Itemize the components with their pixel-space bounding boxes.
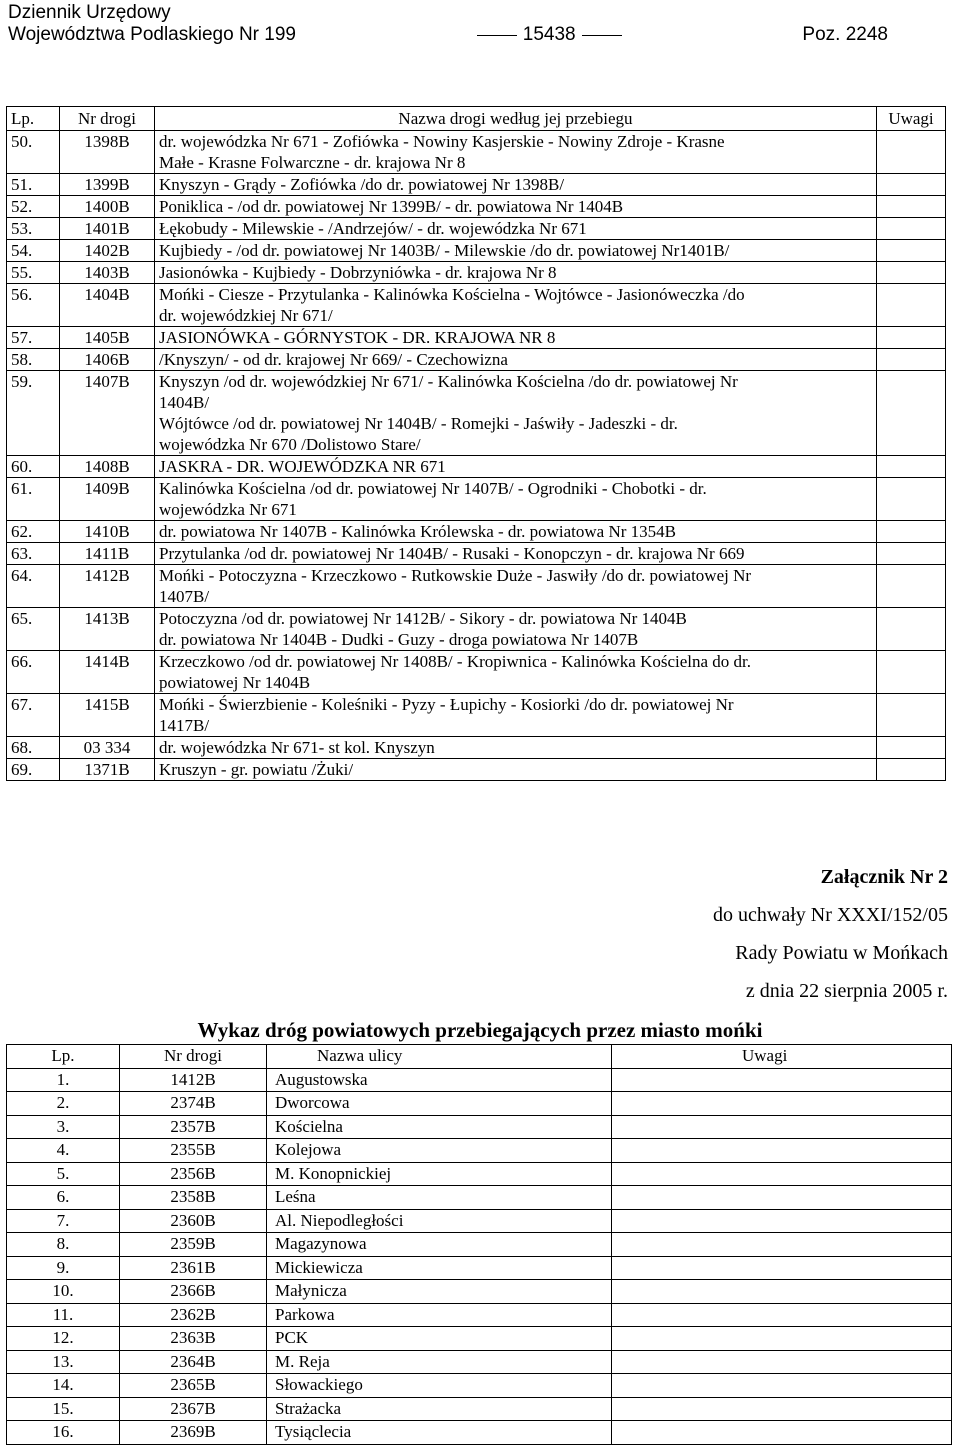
road-name-line: Kruszyn - gr. powiatu /Żuki/ xyxy=(159,760,354,779)
row-lp: 16. xyxy=(7,1421,120,1445)
table-row xyxy=(7,543,946,565)
roads-table xyxy=(6,106,946,781)
road-name-line: dr. wojewódzka Nr 671- st kol. Knyszyn xyxy=(159,738,435,757)
table-row xyxy=(7,651,946,694)
road-name-line: Potoczyzna /od dr. powiatowej Nr 1412B/ - Sikory - dr. powiatowa Nr 1404B xyxy=(159,609,687,628)
row-lp: 68. xyxy=(7,737,60,759)
row-notes xyxy=(877,174,946,196)
row-road-name xyxy=(155,284,877,327)
row-road-number: 2363B xyxy=(120,1327,267,1351)
row-road-number: 1402B xyxy=(60,240,155,262)
row-lp: 67. xyxy=(7,694,60,737)
row-road-number: 1411B xyxy=(60,543,155,565)
row-notes xyxy=(877,284,946,327)
row-road-number: 2366B xyxy=(120,1280,267,1304)
attachment-block xyxy=(713,858,948,1010)
row-lp: 7. xyxy=(7,1209,120,1233)
row-lp: 6. xyxy=(7,1186,120,1210)
row-lp: 54. xyxy=(7,240,60,262)
dash-left xyxy=(477,35,517,36)
table-row xyxy=(7,1350,952,1374)
table-row xyxy=(7,608,946,651)
row-notes xyxy=(612,1350,952,1374)
roads-table-header xyxy=(7,107,946,131)
row-street-name: Al. Niepodległości xyxy=(267,1209,612,1233)
road-name-line: 1407B/ xyxy=(159,587,210,606)
row-road-name xyxy=(155,543,877,565)
row-street-name: Parkowa xyxy=(267,1303,612,1327)
row-road-number: 1371B xyxy=(60,759,155,781)
table-row xyxy=(7,456,946,478)
roads-table-body xyxy=(7,131,946,781)
row-road-number: 1413B xyxy=(60,608,155,651)
row-street-name: Kolejowa xyxy=(267,1139,612,1163)
row-lp: 1. xyxy=(7,1068,120,1092)
row-street-name: Augustowska xyxy=(267,1068,612,1092)
row-street-name: Mickiewicza xyxy=(267,1256,612,1280)
row-lp: 15. xyxy=(7,1397,120,1421)
road-name-line: Krzeczkowo /od dr. powiatowej Nr 1408B/ - Kropiwnica - Kalinówka Kościelna do dr. xyxy=(159,652,752,671)
row-road-number: 1409B xyxy=(60,478,155,521)
attachment-line-1: do uchwały Nr XXXI/152/05 xyxy=(713,904,948,926)
row-road-name xyxy=(155,694,877,737)
row-lp: 56. xyxy=(7,284,60,327)
row-road-number: 2365B xyxy=(120,1374,267,1398)
row-road-name xyxy=(155,218,877,240)
road-name-line: Kalinówka Kościelna /od dr. powiatowej Nr 1407B/ - Ogrodniki - Chobotki - dr. xyxy=(159,479,707,498)
row-lp: 66. xyxy=(7,651,60,694)
row-road-name xyxy=(155,327,877,349)
road-name-line: JASIONÓWKA - GÓRNYSTOK - DR. KRAJOWA NR 8 xyxy=(159,328,556,347)
row-street-name: Leśna xyxy=(267,1186,612,1210)
row-road-number: 1412B xyxy=(120,1068,267,1092)
row-road-name xyxy=(155,759,877,781)
row-road-number: 1399B xyxy=(60,174,155,196)
row-notes xyxy=(877,349,946,371)
road-name-line: 1404B/ xyxy=(159,393,210,412)
row-notes xyxy=(877,218,946,240)
row-notes xyxy=(877,196,946,218)
row-road-name xyxy=(155,196,877,218)
row-lp: 3. xyxy=(7,1115,120,1139)
table-row xyxy=(7,694,946,737)
row-notes xyxy=(612,1139,952,1163)
table-row xyxy=(7,1280,952,1304)
row-lp: 50. xyxy=(7,131,60,174)
row-road-number: 1407B xyxy=(60,371,155,456)
row-road-number: 1403B xyxy=(60,262,155,284)
row-road-name xyxy=(155,262,877,284)
table-row xyxy=(7,1162,952,1186)
col-street: Nazwa ulicy xyxy=(267,1045,612,1069)
row-lp: 55. xyxy=(7,262,60,284)
table-row xyxy=(7,1303,952,1327)
road-name-line: /Knyszyn/ - od dr. krajowej Nr 669/ - Czechowizna xyxy=(159,350,508,369)
row-lp: 59. xyxy=(7,371,60,456)
road-name-line: wojewódzka Nr 670 /Dolistowo Stare/ xyxy=(159,435,421,454)
row-road-number: 2359B xyxy=(120,1233,267,1257)
road-name-line: Knyszyn /od dr. wojewódzkiej Nr 671/ - Kalinówka Kościelna /do dr. powiatowej Nr xyxy=(159,372,738,391)
table-row xyxy=(7,131,946,174)
row-lp: 13. xyxy=(7,1350,120,1374)
journal-title: Dziennik Urzędowy xyxy=(8,2,171,23)
row-notes xyxy=(612,1162,952,1186)
row-street-name: Małynicza xyxy=(267,1280,612,1304)
road-name-line: 1417B/ xyxy=(159,716,210,735)
road-name-line: Kujbiedy - /od dr. powiatowej Nr 1403B/ - Milewskie /do dr. powiatowej Nr1401B/ xyxy=(159,241,730,260)
col-notes: Uwagi xyxy=(612,1045,952,1069)
road-name-line: Małe - Krasne Folwarczne - dr. krajowa Nr 8 xyxy=(159,153,466,172)
row-road-name xyxy=(155,131,877,174)
table-row xyxy=(7,1139,952,1163)
row-notes xyxy=(612,1374,952,1398)
row-road-number: 2364B xyxy=(120,1350,267,1374)
road-name-line: Mońki - Świerzbienie - Koleśniki - Pyzy - Łupichy - Kosiorki /do dr. powiatowej Nr xyxy=(159,695,734,714)
row-street-name: PCK xyxy=(267,1327,612,1351)
city-roads-table xyxy=(6,1044,952,1445)
dash-right xyxy=(582,35,622,36)
row-road-number: 2356B xyxy=(120,1162,267,1186)
road-name-line: Łękobudy - Milewskie - /Andrzejów/ - dr. wojewódzka Nr 671 xyxy=(159,219,587,238)
row-lp: 51. xyxy=(7,174,60,196)
row-road-name xyxy=(155,349,877,371)
row-road-name xyxy=(155,371,877,456)
row-lp: 9. xyxy=(7,1256,120,1280)
row-street-name: Tysiąclecia xyxy=(267,1421,612,1445)
row-notes xyxy=(877,543,946,565)
col-lp: Lp. xyxy=(7,1045,120,1069)
row-notes xyxy=(877,327,946,349)
page-number: 15438 xyxy=(522,24,576,45)
row-road-name xyxy=(155,240,877,262)
road-name-line: dr. wojewódzkiej Nr 671/ xyxy=(159,306,333,325)
row-street-name: Kościelna xyxy=(267,1115,612,1139)
road-name-line: dr. powiatowa Nr 1407B - Kalinówka Królewska - dr. powiatowa Nr 1354B xyxy=(159,522,676,541)
attachment-line-2: Rady Powiatu w Mońkach xyxy=(735,942,948,964)
row-lp: 65. xyxy=(7,608,60,651)
row-road-name xyxy=(155,651,877,694)
table-row xyxy=(7,1327,952,1351)
row-lp: 52. xyxy=(7,196,60,218)
table-row xyxy=(7,1115,952,1139)
row-notes xyxy=(612,1327,952,1351)
row-road-name xyxy=(155,565,877,608)
row-road-number: 1405B xyxy=(60,327,155,349)
table-row xyxy=(7,1092,952,1116)
road-name-line: dr. wojewódzka Nr 671 - Zofiówka - Nowiny Kasjerskie - Nowiny Zdroje - Krasne xyxy=(159,132,725,151)
row-notes xyxy=(877,456,946,478)
row-notes xyxy=(612,1280,952,1304)
table-row xyxy=(7,284,946,327)
row-lp: 14. xyxy=(7,1374,120,1398)
table-row xyxy=(7,737,946,759)
row-road-number: 2361B xyxy=(120,1256,267,1280)
row-notes xyxy=(877,131,946,174)
table-row xyxy=(7,196,946,218)
table-row xyxy=(7,1068,952,1092)
row-road-number: 2362B xyxy=(120,1303,267,1327)
road-name-line: powiatowej Nr 1404B xyxy=(159,673,311,692)
row-road-number: 2367B xyxy=(120,1397,267,1421)
table-row xyxy=(7,565,946,608)
row-notes xyxy=(612,1421,952,1445)
row-road-number: 2355B xyxy=(120,1139,267,1163)
journal-subtitle: Województwa Podlaskiego Nr 199 xyxy=(8,24,296,45)
row-road-number: 1400B xyxy=(60,196,155,218)
table-row xyxy=(7,262,946,284)
row-notes xyxy=(877,694,946,737)
row-notes xyxy=(612,1233,952,1257)
road-name-line: Poniklica - /od dr. powiatowej Nr 1399B/ - dr. powiatowa Nr 1404B xyxy=(159,197,624,216)
row-notes xyxy=(877,651,946,694)
row-lp: 57. xyxy=(7,327,60,349)
col-nr: Nr drogi xyxy=(120,1045,267,1069)
row-notes xyxy=(612,1092,952,1116)
row-road-number: 2358B xyxy=(120,1186,267,1210)
row-lp: 2. xyxy=(7,1092,120,1116)
road-name-line: Jasionówka - Kujbiedy - Dobrzyniówka - dr. krajowa Nr 8 xyxy=(159,263,557,282)
row-lp: 8. xyxy=(7,1233,120,1257)
row-road-number: 1398B xyxy=(60,131,155,174)
row-notes xyxy=(877,608,946,651)
row-road-number: 2357B xyxy=(120,1115,267,1139)
road-name-line: wojewódzka Nr 671 xyxy=(159,500,297,519)
col-nr: Nr drogi xyxy=(60,107,155,131)
row-notes xyxy=(612,1209,952,1233)
road-name-line: Mońki - Potoczyzna - Krzeczkowo - Rutkowskie Duże - Jaswiły /do dr. powiatowej Nr xyxy=(159,566,752,585)
row-road-name xyxy=(155,174,877,196)
road-name-line: dr. powiatowa Nr 1404B - Dudki - Guzy - droga powiatowa Nr 1407B xyxy=(159,630,639,649)
row-notes xyxy=(877,737,946,759)
row-road-number: 1406B xyxy=(60,349,155,371)
table-row xyxy=(7,521,946,543)
row-notes xyxy=(877,371,946,456)
row-street-name: Magazynowa xyxy=(267,1233,612,1257)
row-road-number: 2360B xyxy=(120,1209,267,1233)
table-row xyxy=(7,1374,952,1398)
table-row xyxy=(7,218,946,240)
table-row xyxy=(7,1233,952,1257)
row-lp: 64. xyxy=(7,565,60,608)
row-lp: 5. xyxy=(7,1162,120,1186)
row-street-name: Słowackiego xyxy=(267,1374,612,1398)
row-notes xyxy=(877,262,946,284)
row-lp: 62. xyxy=(7,521,60,543)
road-name-line: Knyszyn - Grądy - Zofiówka /do dr. powiatowej Nr 1398B/ xyxy=(159,175,565,194)
row-road-name xyxy=(155,456,877,478)
header-row xyxy=(8,24,888,46)
row-notes xyxy=(612,1303,952,1327)
row-notes xyxy=(612,1115,952,1139)
table-row xyxy=(7,478,946,521)
row-lp: 60. xyxy=(7,456,60,478)
row-road-number: 03 334 xyxy=(60,737,155,759)
row-road-number: 2374B xyxy=(120,1092,267,1116)
col-lp: Lp. xyxy=(7,107,60,131)
attachment-title: Załącznik Nr 2 xyxy=(820,866,948,888)
row-road-number: 1401B xyxy=(60,218,155,240)
row-road-number: 1410B xyxy=(60,521,155,543)
row-lp: 58. xyxy=(7,349,60,371)
table-row xyxy=(7,240,946,262)
city-roads-body xyxy=(7,1068,952,1444)
row-road-name xyxy=(155,608,877,651)
row-road-name xyxy=(155,521,877,543)
table-row xyxy=(7,327,946,349)
row-road-name xyxy=(155,737,877,759)
row-lp: 10. xyxy=(7,1280,120,1304)
road-name-line: Wójtówce /od dr. powiatowej Nr 1404B/ - Romejki - Jaświły - Jadeszki - dr. xyxy=(159,414,678,433)
row-lp: 11. xyxy=(7,1303,120,1327)
col-notes: Uwagi xyxy=(877,107,946,131)
row-notes xyxy=(877,240,946,262)
row-street-name: M. Reja xyxy=(267,1350,612,1374)
row-road-number: 1412B xyxy=(60,565,155,608)
road-name-line: Przytulanka /od dr. powiatowej Nr 1404B/ - Rusaki - Konopczyn - dr. krajowa Nr 669 xyxy=(159,544,745,563)
row-notes xyxy=(877,478,946,521)
row-road-name xyxy=(155,478,877,521)
table-row xyxy=(7,371,946,456)
row-road-number: 1408B xyxy=(60,456,155,478)
table-row xyxy=(7,1421,952,1445)
row-notes xyxy=(612,1068,952,1092)
city-roads-title: Wykaz dróg powiatowych przebiegających przez miasto mońki xyxy=(197,1018,763,1042)
row-street-name: Strażacka xyxy=(267,1397,612,1421)
row-lp: 69. xyxy=(7,759,60,781)
city-roads-header xyxy=(7,1045,952,1069)
row-lp: 53. xyxy=(7,218,60,240)
row-notes xyxy=(612,1256,952,1280)
position-number: Poz. 2248 xyxy=(802,24,888,45)
row-notes xyxy=(877,759,946,781)
table-row xyxy=(7,174,946,196)
page-number-group xyxy=(477,24,622,46)
table-row xyxy=(7,1186,952,1210)
row-lp: 63. xyxy=(7,543,60,565)
table-row xyxy=(7,1397,952,1421)
row-notes xyxy=(877,565,946,608)
table-row xyxy=(7,759,946,781)
page-header xyxy=(8,2,888,46)
row-street-name: M. Konopnickiej xyxy=(267,1162,612,1186)
table-row xyxy=(7,1209,952,1233)
road-name-line: JASKRA - DR. WOJEWÓDZKA NR 671 xyxy=(159,457,446,476)
row-street-name: Dworcowa xyxy=(267,1092,612,1116)
table-row xyxy=(7,1256,952,1280)
attachment-line-3: z dnia 22 sierpnia 2005 r. xyxy=(745,980,948,1002)
row-lp: 4. xyxy=(7,1139,120,1163)
row-lp: 61. xyxy=(7,478,60,521)
table-row xyxy=(7,349,946,371)
row-lp: 12. xyxy=(7,1327,120,1351)
road-name-line: Mońki - Ciesze - Przytulanka - Kalinówka Kościelna - Wojtówce - Jasionóweczka /do xyxy=(159,285,745,304)
row-road-number: 2369B xyxy=(120,1421,267,1445)
col-name: Nazwa drogi według jej przebiegu xyxy=(155,107,877,131)
row-notes xyxy=(612,1186,952,1210)
row-road-number: 1414B xyxy=(60,651,155,694)
row-road-number: 1404B xyxy=(60,284,155,327)
row-notes xyxy=(612,1397,952,1421)
row-notes xyxy=(877,521,946,543)
row-road-number: 1415B xyxy=(60,694,155,737)
